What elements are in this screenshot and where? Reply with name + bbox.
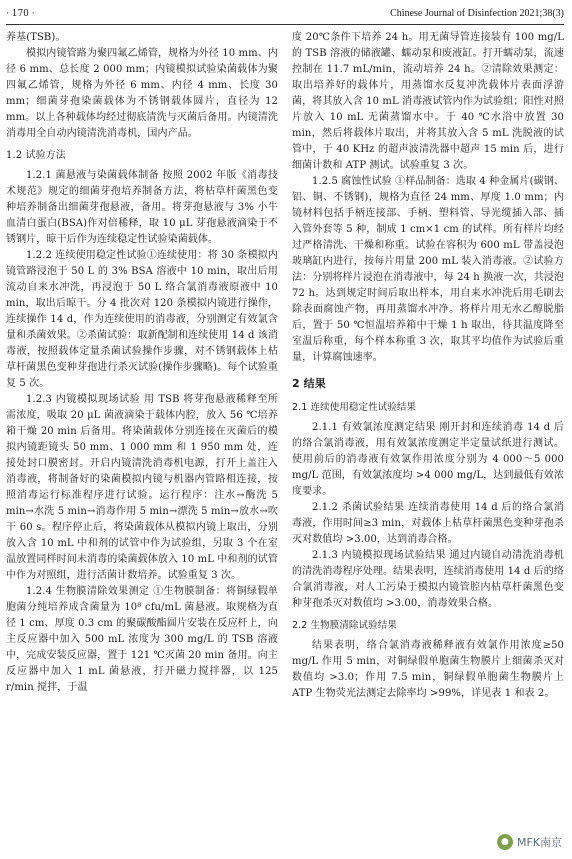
- page-header: [6, 4, 564, 24]
- section-title: 2 结果: [292, 377, 326, 390]
- body-paragraph: 1.2.5 腐蚀性试验 ①样品制备：选取 4 种金属片(碳钢、铝、铜、不锈钢)，规格为直径 24 mm、厚度 1.0 mm；内镜材料包括手柄连接部、手柄、塑料管、导光缆插入部、插入管外套等 5 种，制成 1 cm×1 cm 的试样。所有样片均经过严格清洗、干燥和称重。试验在容积为 600 mL 带盖浸泡玻璃缸内进行，按每片用量 200 mL 装入消毒液。②试验方法：分别将样片浸泡在消毒液中，每 24 h 换液一次，共浸泡 72 h。达到规定时间后取出样本，用自来水冲洗后用毛刷去除表面腐蚀产物，再用蒸馏水冲净。将样片用无水乙醇脱脂后，置于 50 ℃恒温培养箱中干燥 1 h 取出，待其温度降至室温后称重，每个样本称重 3 次，取其平均值作为试验后重量，计算腐蚀速率。: [292, 176, 564, 363]
- watermark: [493, 831, 566, 853]
- right-column: [292, 30, 564, 852]
- body-paragraph: 1.2.3 内镜模拟现场试验 用 TSB 将芽孢悬液稀释至所需浓度，吸取 20 μL 菌液滴染于载体内腔，放入 56 ℃培养箱干燥 20 min 后备用。将染菌载体分别连接在灭菌后的模拟内镜距镜头 50 mm、1 000 mm 和 1 950 mm 处，连接处封口膜密封。开启内镜清洗消毒机电源，打开上盖注入消毒液，将制备好的染菌模拟内镜与机器内管路相连接，按照消毒运行标准程序进行试验。运行程序：注水→酶洗 5 min→水洗 5 min→消毒作用 5 min→漂洗 5 min→放水→吹干 60 s。程序停止后，将染菌载体从模拟内镜上取出，分别放入含 10 mL 中和剂的试管中作为试验组，另取 3 个在室温放置同样时间未消毒的染菌载体放入 10 mL 中和剂的试管中作为对照组，进行活菌计数培养。试验重复 3 次。: [6, 394, 278, 581]
- body-paragraph: 结果表明，络合氯消毒液稀释液有效氯作用浓度≥50 mg/L 作用 5 min，对铜绿假单胞菌生物膜片上细菌杀灭对数值均 >3.0；作用 7.5 min，铜绿假单胞菌生物膜片上 ATP 生物荧光法测定去除率均 >99%，详见表 1 和表 2。: [292, 640, 564, 699]
- subsection-heading: 2.2 生物膜清除试验结果: [292, 620, 397, 631]
- header-rule: [6, 24, 564, 25]
- section-heading: 1.2 试验方法: [6, 150, 66, 161]
- body-paragraph: 模拟内镜管路为聚四氟乙烯管，规格为外径 10 mm、内径 6 mm、总长度 2 000 mm；内镜模拟试验染菌载体为聚四氟乙烯管，规格为外径 6 mm、内径 4 mm、长度 30 mm；细菌芽孢染菌载体为不锈钢载体圆片，直径为 12 mm。以上各种载体均经过彻底清洗与灭菌后备用。内镜清洗消毒用全自动内镜清洗消毒机，国内产品。: [6, 48, 278, 139]
- body-paragraph: 养基(TSB)。: [6, 32, 66, 43]
- body-paragraph: 1.2.2 连续使用稳定性试验①连续使用：将 30 条模拟内镜管路浸泡于 50 L 的 3% BSA 溶液中 10 min，取出后用流动自来水冲洗，再浸泡于 50 L 络合氯消毒液原液中 10 min，取出后晾干。分 4 批次对 120 条模拟内镜进行操作，连续操作 14 d，作为连续使用的消毒液，分别测定有效氯含量和杀菌效果。②杀菌试验：取新配制和连续使用 14 d 该消毒液，按照载体定量杀菌试验操作步骤，对不锈钢载体上枯草杆菌黑色变种芽孢进行杀灭试验(操作步骤略)。每个试验重复 5 次。: [6, 250, 278, 389]
- body-paragraph: 度 20℃条件下培养 24 h。用无菌导管连接装有 100 mg/L 的 TSB 溶液的储液罐、蠕动泵和废液缸。打开蠕动泵，流速控制在 11.7 mL/min，流动培养 24 h。②清除效果测定：取出培养好的载体片，用蒸馏水反复冲洗载体片表面浮游菌，将其放入含 10 mL 消毒液试管内作为试验组；阳性对照片放入 10 mL 无菌蒸馏水中。于 40 ℃水浴中放置 30 min，然后将载体片取出，并将其放入含 5 mL 洗脱液的试管中，于 40 KHz 的超声波清洗器中超声 15 min 后，进行细菌计数和 ATP 测试。试验重复 3 次。: [292, 32, 564, 171]
- journal-citation: Chinese Journal of Disinfection 2021;38(3): [390, 8, 564, 19]
- subsection-heading: 2.1 连续使用稳定性试验结果: [292, 402, 417, 413]
- body-paragraph: 2.1.1 有效氯浓度测定结果 刚开封和连续消毒 14 d 后的络合氯消毒液，用有效氯浓度测定半定量试纸进行测试。使用前后的消毒液有效氯作用浓度分别为 4 000～5 000 mg/L 范围，有效氯浓度均 >4 000 mg/L，达到最低有效浓度要求。: [292, 422, 564, 497]
- wechat-logo-icon: ●: [497, 834, 513, 850]
- watermark-text: MFK南京: [516, 836, 562, 849]
- left-column: [6, 30, 278, 852]
- body-paragraph: 1.2.4 生物膜清除效果测定 ①生物膜制备：将铜绿假单胞菌分纯培养成含菌量为 10⁸ cfu/mL 菌悬液。取规格为直径 1 cm、厚度 0.3 cm 的聚碳酸酯圆片安装在反应杆上，向主反应器中加入 500 mL 浓度为 300 mg/L 的 TSB 溶液中，完成安装反应器，置于 121 ℃灭菌 20 min 备用。向主反应器中加入 1 mL 菌悬液，打开磁力搅拌器，以 125 r/min 搅拌，于温: [6, 586, 278, 693]
- body-paragraph: 1.2.1 菌悬液与染菌载体制备 按照 2002 年版《消毒技术规范》规定的细菌芽孢培养制备方法，将枯草杆菌黑色变种培养制备出细菌芽孢悬液，备用。将芽孢悬液与 3% 小牛血清白蛋白(BSA)作对倍稀释，取 10 μL 芽孢悬液滴染于不锈钢片，晾干后作为连续稳定性试验染菌载体。: [6, 170, 278, 245]
- body-paragraph: 2.1.3 内镜模拟现场试验结果 通过内镜自动清洗消毒机的清洗消毒程序处理。结果表明，连续消毒使用 14 d 后的络合氯消毒液，对人工污染于模拟内镜管腔内枯草杆菌黑色变种芽孢杀灭对数值均 >3.00，消毒效果合格。: [292, 550, 564, 609]
- page-number: · 170 ·: [6, 9, 35, 19]
- body-paragraph: 2.1.2 杀菌试验结果 连续消毒使用 14 d 后的络合氯消毒液，作用时间≥3 min，对载体上枯草杆菌黑色变种芽孢杀灭对数值均 >3.00，达到消毒合格。: [292, 502, 564, 545]
